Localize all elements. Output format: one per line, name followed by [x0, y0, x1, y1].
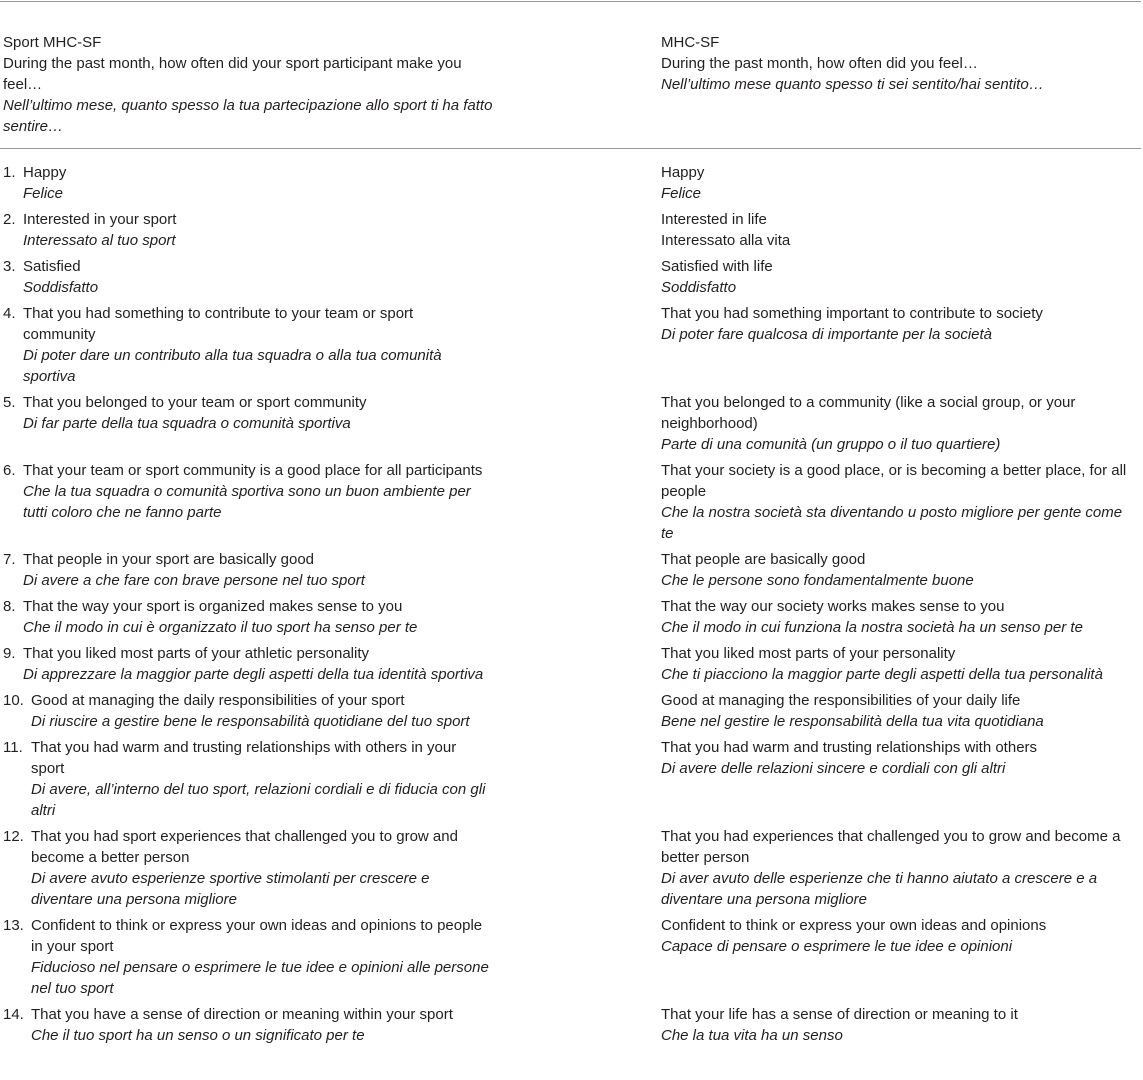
mhc-cell: [658, 1004, 1131, 1046]
sport-item-it: Interessato al tuo sport: [23, 232, 176, 249]
sport-mhc-cell: [0, 303, 658, 387]
mhc-item-en: Confident to think or express your own ideas and opinions: [661, 917, 1047, 934]
item-number: 4.: [3, 305, 16, 322]
mhc-item-it: Bene nel gestire le responsabilità della tua vita quotidiana: [661, 713, 1044, 730]
table-row: [0, 162, 1141, 204]
table-row: [0, 256, 1141, 298]
sport-mhc-cell: [0, 737, 658, 821]
sport-item-text: [31, 915, 493, 999]
mhc-item-it: Capace di pensare o esprimere le tue idee e opinioni: [661, 938, 1013, 955]
header-mhc-prompt-it: Nell’ultimo mese quanto spesso ti sei sentito/hai sentito…: [661, 76, 1044, 93]
mhc-item-it: Felice: [661, 185, 702, 202]
mhc-cell: [658, 826, 1131, 910]
mhc-item-en: That you had something important to contribute to society: [661, 305, 1043, 322]
mhc-cell: [658, 303, 1131, 387]
sport-item-en: Happy: [23, 164, 67, 181]
sport-item-it: Di poter dare un contributo alla tua squadra o alla tua comunità sportiva: [23, 347, 442, 385]
item-number: 3.: [3, 258, 16, 275]
sport-item-it: Di avere, all’interno del tuo sport, relazioni cordiali e di fiducia con gli altri: [31, 781, 486, 819]
mhc-item-it: Che la tua vita ha un senso: [661, 1027, 843, 1044]
table-row: [0, 826, 1141, 910]
header-mhc-title: MHC-SF: [661, 34, 720, 51]
top-rule: [0, 1, 1141, 2]
sport-item-en: That you belonged to your team or sport community: [23, 394, 367, 411]
mhc-item-it: Parte di una comunità (un gruppo o il tuo quartiere): [661, 436, 1001, 453]
header-mhc-prompt-en: During the past month, how often did you feel…: [661, 55, 978, 72]
sport-item-en: Interested in your sport: [23, 211, 177, 228]
sport-mhc-cell: [0, 460, 658, 544]
mhc-item-en: That your society is a good place, or is becoming a better place, for all people: [661, 462, 1127, 500]
mhc-item-en: That the way our society works makes sense to you: [661, 598, 1005, 615]
mhc-item-it: Di avere delle relazioni sincere e cordiali con gli altri: [661, 760, 1006, 777]
mhc-cell: [658, 643, 1131, 685]
mhc-cell: [658, 737, 1131, 821]
sport-mhc-cell: [0, 1004, 658, 1046]
sport-mhc-cell: [0, 915, 658, 999]
sport-item-en: Good at managing the daily responsibilities of your sport: [31, 692, 405, 709]
sport-item-it: Fiducioso nel pensare o esprimere le tue idee e opinioni alle persone nel tuo sport: [31, 959, 489, 997]
item-number: 8.: [3, 598, 16, 615]
sport-item-text: [23, 256, 485, 298]
sport-item-text: [31, 1004, 493, 1046]
sport-item-it: Che la tua squadra o comunità sportiva sono un buon ambiente per tutti coloro che ne fanno parte: [23, 483, 471, 521]
sport-item-it: Di far parte della tua squadra o comunità sportiva: [23, 415, 351, 432]
mhc-item-en: That you had experiences that challenged you to grow and become a better person: [661, 828, 1121, 866]
item-number: 11.: [3, 739, 23, 756]
mhc-item-en: Happy: [661, 164, 705, 181]
sport-item-it: Che il tuo sport ha un senso o un significato per te: [31, 1027, 365, 1044]
table-row: [0, 1004, 1141, 1046]
mhc-item-it: Che il modo in cui funziona la nostra società ha un senso per te: [661, 619, 1083, 636]
sport-mhc-cell: [0, 392, 658, 455]
table-row: [0, 690, 1141, 732]
item-number: 5.: [3, 394, 16, 411]
table-row: [0, 460, 1141, 544]
sport-item-en: That you had warm and trusting relationships with others in your sport: [31, 739, 457, 777]
table-row: [0, 303, 1141, 387]
mhc-cell: [658, 549, 1131, 591]
mhc-cell: [658, 162, 1131, 204]
sport-item-text: [23, 643, 485, 685]
sport-item-en: That you had something to contribute to your team or sport community: [23, 305, 414, 343]
sport-mhc-cell: [0, 162, 658, 204]
header-mhc-sf: [661, 32, 1131, 95]
header-sport-title: Sport MHC-SF: [3, 34, 102, 51]
item-number: 14.: [3, 1006, 24, 1023]
sport-item-text: [31, 737, 493, 821]
mhc-item-en: That your life has a sense of direction or meaning to it: [661, 1006, 1018, 1023]
sport-item-text: [23, 303, 485, 387]
mhc-cell: [658, 915, 1131, 999]
mhc-item-en: That you liked most parts of your personality: [661, 645, 956, 662]
table-row: [0, 596, 1141, 638]
item-number: 13.: [3, 917, 24, 934]
sport-item-en: That you have a sense of direction or meaning within your sport: [31, 1006, 453, 1023]
sport-item-en: That you liked most parts of your athletic personality: [23, 645, 369, 662]
sport-mhc-cell: [0, 256, 658, 298]
item-number: 1.: [3, 164, 16, 181]
sport-item-it: Felice: [23, 185, 64, 202]
sport-item-it: Di avere a che fare con brave persone nel tuo sport: [23, 572, 365, 589]
sport-mhc-cell: [0, 209, 658, 251]
mhc-cell: [658, 460, 1131, 544]
item-number: 10.: [3, 692, 24, 709]
sport-item-text: [23, 162, 485, 204]
sport-item-en: That the way your sport is organized makes sense to you: [23, 598, 403, 615]
header-sport-prompt-it: Nell’ultimo mese, quanto spesso la tua partecipazione allo sport ti ha fatto sentire…: [3, 97, 493, 135]
sport-item-en: That your team or sport community is a good place for all participants: [23, 462, 483, 479]
mhc-item-en: Satisfied with life: [661, 258, 773, 275]
item-number: 12.: [3, 828, 24, 845]
sport-item-text: [23, 460, 485, 544]
mhc-item-en: That you belonged to a community (like a social group, or your neighborhood): [661, 394, 1076, 432]
sport-item-text: [23, 596, 485, 638]
table-row: [0, 209, 1141, 251]
sport-item-text: [31, 826, 493, 910]
sport-item-it: Che il modo in cui è organizzato il tuo sport ha senso per te: [23, 619, 418, 636]
mhc-item-en: Interested in life: [661, 211, 767, 228]
mhc-item-it: Che le persone sono fondamentalmente buone: [661, 572, 974, 589]
sport-mhc-cell: [0, 826, 658, 910]
item-number: 7.: [3, 551, 16, 568]
sport-item-it: Di avere avuto esperienze sportive stimolanti per crescere e diventare una persona migliore: [31, 870, 430, 908]
table-row: [0, 915, 1141, 999]
table-row: [0, 549, 1141, 591]
sport-item-text: [23, 209, 485, 251]
sport-item-en: Confident to think or express your own ideas and opinions to people in your sport: [31, 917, 483, 955]
table-row: [0, 392, 1141, 455]
sport-item-en: Satisfied: [23, 258, 81, 275]
item-number: 9.: [3, 645, 16, 662]
sport-mhc-cell: [0, 549, 658, 591]
header-sport-mhc-sf: [3, 32, 493, 137]
mhc-item-it: Soddisfatto: [661, 279, 737, 296]
mhc-item-it: Di poter fare qualcosa di importante per la società: [661, 326, 993, 343]
sport-mhc-cell: [0, 643, 658, 685]
mhc-item-it: Che ti piacciono la maggior parte degli aspetti della tua personalità: [661, 666, 1103, 683]
sport-item-text: [23, 392, 485, 455]
sport-item-text: [23, 549, 485, 591]
mhc-item-en: Good at managing the responsibilities of your daily life: [661, 692, 1021, 709]
table-body: [0, 162, 1141, 1051]
sport-item-it: Di apprezzare la maggior parte degli aspetti della tua identità sportiva: [23, 666, 484, 683]
table-row: [0, 643, 1141, 685]
mhc-cell: [658, 690, 1131, 732]
mhc-item-it: Di aver avuto delle esperienze che ti hanno aiutato a crescere e a diventare una persona migliore: [661, 870, 1098, 908]
sport-item-en: That you had sport experiences that challenged you to grow and become a better person: [31, 828, 458, 866]
header-sport-prompt-en: During the past month, how often did your sport participant make you feel…: [3, 55, 462, 93]
item-number: 6.: [3, 462, 16, 479]
table-row: [0, 737, 1141, 821]
item-number: 2.: [3, 211, 16, 228]
mhc-cell: [658, 256, 1131, 298]
header-rule: [0, 148, 1141, 149]
mhc-item-en: That you had warm and trusting relationships with others: [661, 739, 1038, 756]
sport-item-text: [31, 690, 493, 732]
mhc-item-it: Che la nostra società sta diventando u posto migliore per gente come te: [661, 504, 1123, 542]
mhc-item-it: Interessato alla vita: [661, 232, 791, 249]
mhc-cell: [658, 596, 1131, 638]
sport-item-it: Soddisfatto: [23, 279, 99, 296]
sport-item-it: Di riuscire a gestire bene le responsabilità quotidiane del tuo sport: [31, 713, 470, 730]
sport-item-en: That people in your sport are basically good: [23, 551, 315, 568]
mhc-item-en: That people are basically good: [661, 551, 866, 568]
sport-mhc-cell: [0, 596, 658, 638]
sport-mhc-cell: [0, 690, 658, 732]
mhc-cell: [658, 209, 1131, 251]
mhc-cell: [658, 392, 1131, 455]
